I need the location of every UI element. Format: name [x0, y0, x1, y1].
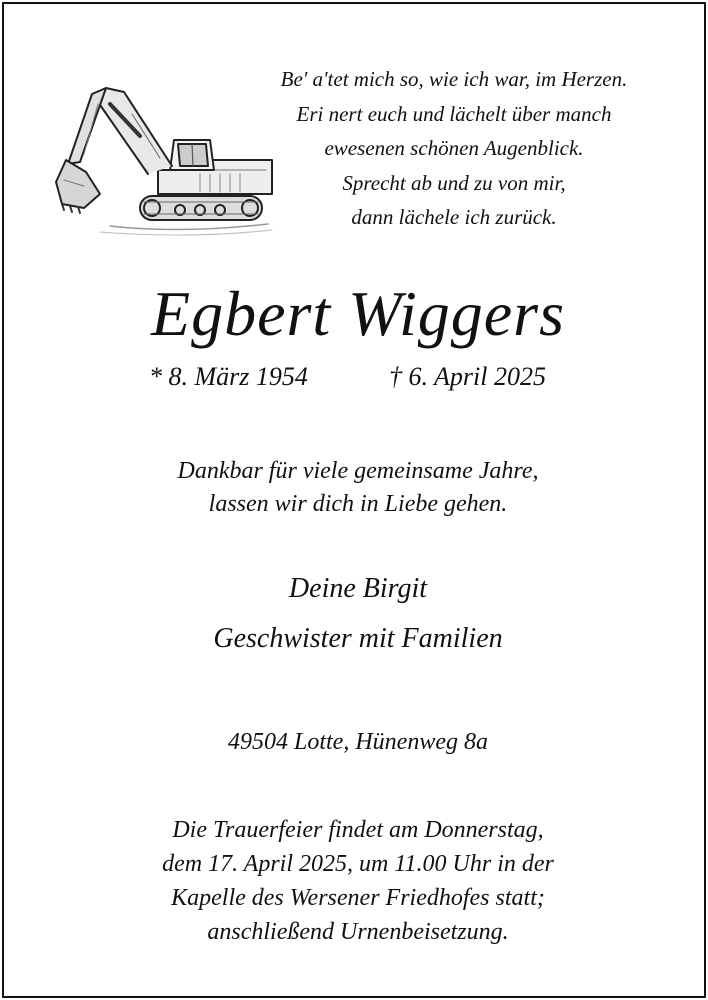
gratitude-line: lassen wir dich in Liebe gehen. [208, 491, 508, 517]
service-line: dem 17. April 2025, um 11.00 Uhr in der [162, 851, 554, 877]
birth-date: * 8. März 1954 [149, 362, 308, 391]
death-date: † 6. April 2025 [389, 362, 546, 391]
memorial-poem [224, 62, 684, 235]
mourners [4, 564, 708, 664]
address: 49504 Lotte, Hünenweg 8a [228, 729, 488, 755]
mourner-line: Deine Birgit [288, 573, 428, 604]
service-line: Die Trauerfeier findet am Donnerstag, [172, 817, 544, 843]
poem-line: dann lächele ich zurück. [351, 205, 557, 229]
poem-line: Be' a'tet mich so, wie ich war, im Herzen. [280, 67, 628, 91]
poem-line: Eri nert euch und lächelt über manch [296, 101, 612, 126]
poem-line: Sprecht ab und zu von mir, [342, 170, 566, 195]
gratitude-line: Dankbar für viele gemeinsame Jahre, [177, 458, 539, 484]
deceased-name: Egbert Wiggers [151, 278, 565, 349]
service-line: Kapelle des Wersener Friedhofes statt; [171, 885, 545, 911]
service-notice [4, 813, 708, 949]
mourner-line: Geschwister mit Familien [213, 623, 503, 654]
obituary-frame [2, 2, 706, 998]
gratitude-text [4, 455, 708, 521]
service-line: anschließend Urnenbeisetzung. [207, 919, 509, 945]
poem-line: ewesenen schönen Augenblick. [324, 136, 584, 160]
